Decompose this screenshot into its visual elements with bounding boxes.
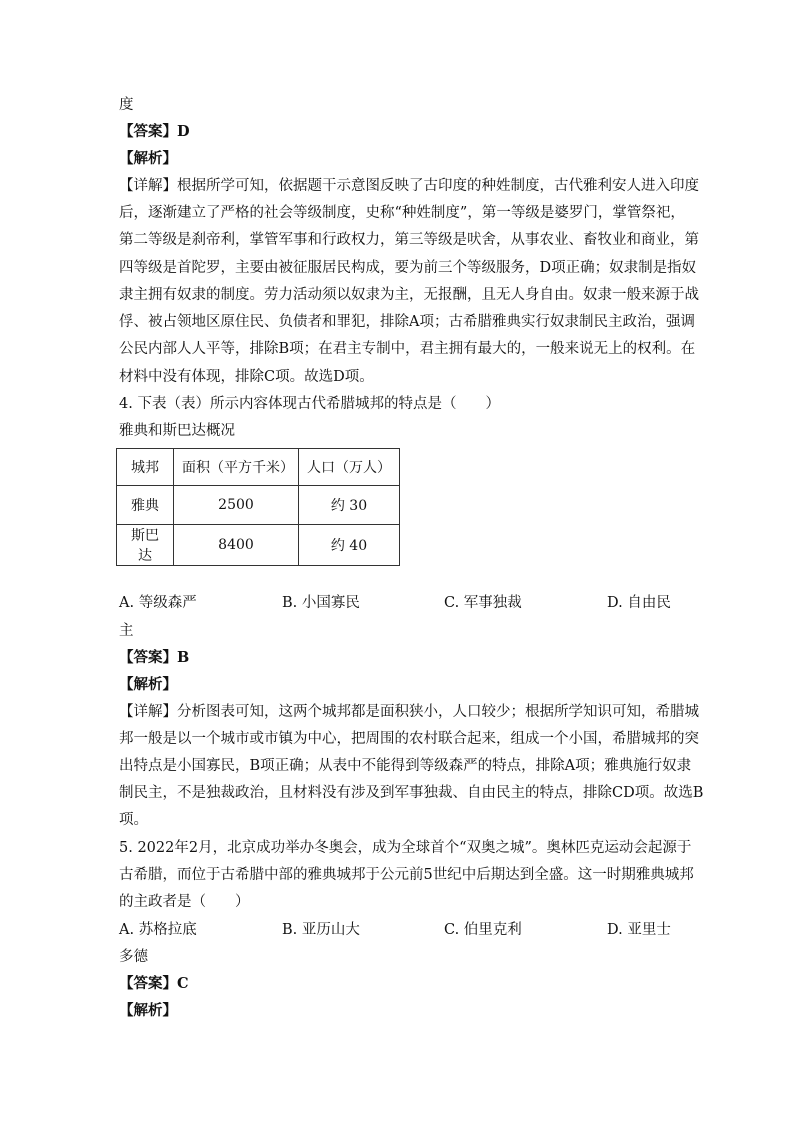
table-header-row — [117, 449, 400, 486]
text-line: 项。 — [119, 812, 148, 828]
q4-option-a: A. 等级森严 — [119, 595, 197, 611]
table-header-cell: 人口（万人） — [299, 449, 400, 486]
answer-label: 【答案】C — [119, 975, 189, 992]
text-line: 多德 — [119, 949, 148, 965]
text-line: 古希腊，而位于古希腊中部的雅典城邦于公元前5世纪中后期达到全盛。这一时期雅典城邦 — [119, 867, 694, 883]
table-row — [117, 525, 400, 566]
table-header-cell: 城邦 — [117, 449, 174, 486]
table-cell: 雅典 — [117, 486, 174, 525]
text-line: 公民内部人人平等，排除B项；在君主专制中，君主拥有最大的，一般来说无上的权利。在 — [119, 341, 696, 357]
text-line: 隶主拥有奴隶的制度。劳力活动须以奴隶为主，无报酬，且无人身自由。奴隶一般来源于战 — [119, 287, 699, 303]
q5-option-a: A. 苏格拉底 — [119, 922, 197, 938]
table-cell: 8400 — [174, 525, 299, 566]
table-caption: 雅典和斯巴达概况 — [119, 423, 235, 439]
text-line: 俘、被占领地区原住民、负债者和罪犯，排除A项；古希腊雅典实行奴隶制民主政治，强调 — [119, 314, 695, 330]
text-line: 第二等级是刹帝利，掌管军事和行政权力，第三等级是吠舍，从事农业、畜牧业和商业，第 — [119, 232, 699, 248]
text-line: 后，逐渐建立了严格的社会等级制度，史称“种姓制度”，第一等级是婆罗门，掌管祭祀， — [119, 205, 685, 221]
q5-option-b: B. 亚历山大 — [282, 922, 360, 938]
text-line: 【详解】分析图表可知，这两个城邦都是面积狭小，人口较少；根据所学知识可知，希腊城 — [119, 704, 699, 720]
answer-label: 【答案】D — [119, 123, 190, 140]
table-row — [117, 486, 400, 525]
q5-option-c: C. 伯里克利 — [444, 922, 522, 938]
q4-option-c: C. 军事独裁 — [444, 595, 522, 611]
analysis-label: 【解析】 — [119, 1002, 177, 1019]
text-line: 四等级是首陀罗，主要由被征服居民构成，要为前三个等级服务，D项正确；奴隶制是指奴 — [119, 260, 697, 276]
question-5: 5. 2022年2月，北京成功举办冬奥会，成为全球首个“双奥之城”。奥林匹克运动会起源于 — [119, 840, 692, 856]
table-cell: 斯巴达 — [117, 525, 174, 566]
text-line: 材料中没有体现，排除C项。故选D项。 — [119, 369, 374, 385]
text-line: 的主政者是（ ） — [119, 894, 250, 910]
q4-option-d: D. 自由民 — [607, 595, 671, 611]
city-state-table — [116, 448, 400, 566]
text-line: 主 — [119, 623, 134, 639]
text-line: 出特点是小国寡民，B项正确；从表中不能得到等级森严的特点，排除A项；雅典施行奴隶 — [119, 758, 692, 774]
text-line: 度 — [119, 97, 134, 113]
analysis-label: 【解析】 — [119, 150, 177, 167]
table-cell: 约 40 — [299, 525, 400, 566]
table-header-cell: 面积（平方千米） — [174, 449, 299, 486]
answer-label: 【答案】B — [119, 649, 190, 666]
question-4: 4. 下表（表）所示内容体现古代希腊城邦的特点是（ ） — [119, 396, 500, 412]
table-cell: 2500 — [174, 486, 299, 525]
text-line: 邦一般是以一个城市或市镇为中心，把周围的农村联合起来，组成一个小国，希腊城邦的突 — [119, 731, 699, 747]
table-cell: 约 30 — [299, 486, 400, 525]
text-line: 【详解】根据所学可知，依据题干示意图反映了古印度的种姓制度，古代雅利安人进入印度 — [119, 178, 699, 194]
analysis-label: 【解析】 — [119, 676, 177, 693]
q4-option-b: B. 小国寡民 — [282, 595, 360, 611]
text-line: 制民主，不是独裁政治，且材料没有涉及到军事独裁、自由民主的特点，排除CD项。故选B — [119, 785, 704, 801]
q5-option-d: D. 亚里士 — [607, 922, 671, 938]
